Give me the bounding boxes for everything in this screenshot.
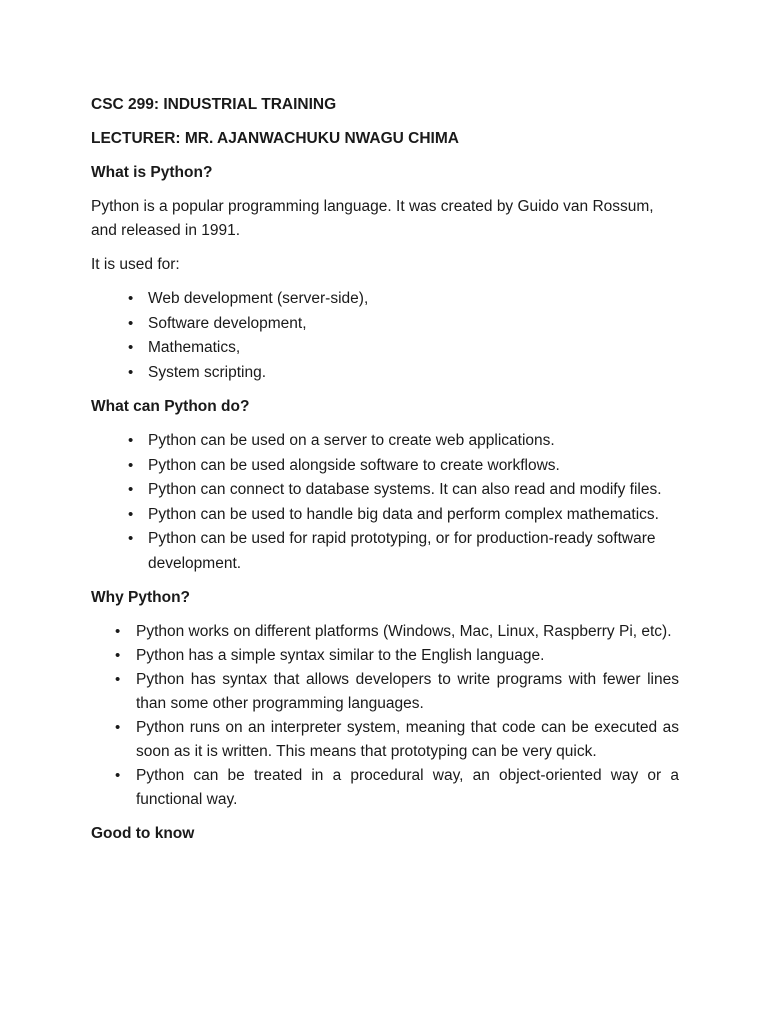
- list-item: • Python works on different platforms (Windows, Mac, Linux, Raspberry Pi, etc).: [91, 620, 679, 644]
- python-intro-paragraph: Python is a popular programming language. It was created by Guido van Rossum, and released in 1991.: [91, 198, 654, 239]
- document-page: [91, 93, 679, 856]
- bullet-icon: •: [128, 456, 134, 474]
- course-title: CSC 299: INDUSTRIAL TRAINING: [91, 96, 337, 113]
- bullet-icon: •: [128, 314, 134, 332]
- good-to-know-heading: Good to know: [91, 825, 195, 842]
- why-python-heading: Why Python?: [91, 589, 191, 606]
- list-item: • Python can be used on a server to create web applications.: [91, 429, 679, 454]
- list-item: • Python can be used to handle big data and perform complex mathematics.: [91, 503, 679, 528]
- what-is-python-heading: What is Python?: [91, 164, 213, 181]
- bullet-icon: •: [115, 647, 121, 664]
- bullet-icon: •: [128, 290, 134, 307]
- bullet-icon: •: [128, 530, 134, 547]
- list-item: • Software development,: [91, 312, 679, 337]
- list-item: • Python has syntax that allows developers to write programs with fewer lines than some other programming languages.: [91, 668, 679, 716]
- reasons-list: [91, 620, 679, 812]
- list-item: • Python has a simple syntax similar to the English language.: [91, 644, 679, 668]
- bullet-icon: •: [128, 363, 134, 381]
- bullet-icon: •: [115, 671, 121, 688]
- bullet-icon: •: [128, 505, 134, 523]
- bullet-icon: •: [128, 432, 134, 449]
- bullet-icon: •: [128, 339, 134, 356]
- bullet-icon: •: [128, 481, 134, 498]
- list-item: • Python can be treated in a procedural way, an object-oriented way or a functional way.: [91, 764, 679, 812]
- lecturer-name: LECTURER: MR. AJANWACHUKU NWAGU CHIMA: [91, 130, 459, 147]
- what-can-python-do-heading: What can Python do?: [91, 398, 250, 415]
- bullet-icon: •: [115, 767, 121, 784]
- list-item: • Web development (server-side),: [91, 287, 679, 312]
- list-item: • Mathematics,: [91, 336, 679, 361]
- uses-list: [91, 287, 679, 385]
- capabilities-list: [91, 429, 679, 576]
- list-item: • Python can be used for rapid prototyping, or for production-ready software development.: [91, 527, 679, 576]
- used-for-label: It is used for:: [91, 256, 180, 273]
- list-item: • Python can connect to database systems. It can also read and modify files.: [91, 478, 679, 503]
- bullet-icon: •: [115, 719, 121, 736]
- list-item: • Python can be used alongside software to create workflows.: [91, 454, 679, 479]
- bullet-icon: •: [115, 623, 121, 640]
- list-item: • System scripting.: [91, 361, 679, 386]
- list-item: • Python runs on an interpreter system, meaning that code can be executed as soon as it is written. This means that prototyping can be very quick.: [91, 716, 679, 764]
